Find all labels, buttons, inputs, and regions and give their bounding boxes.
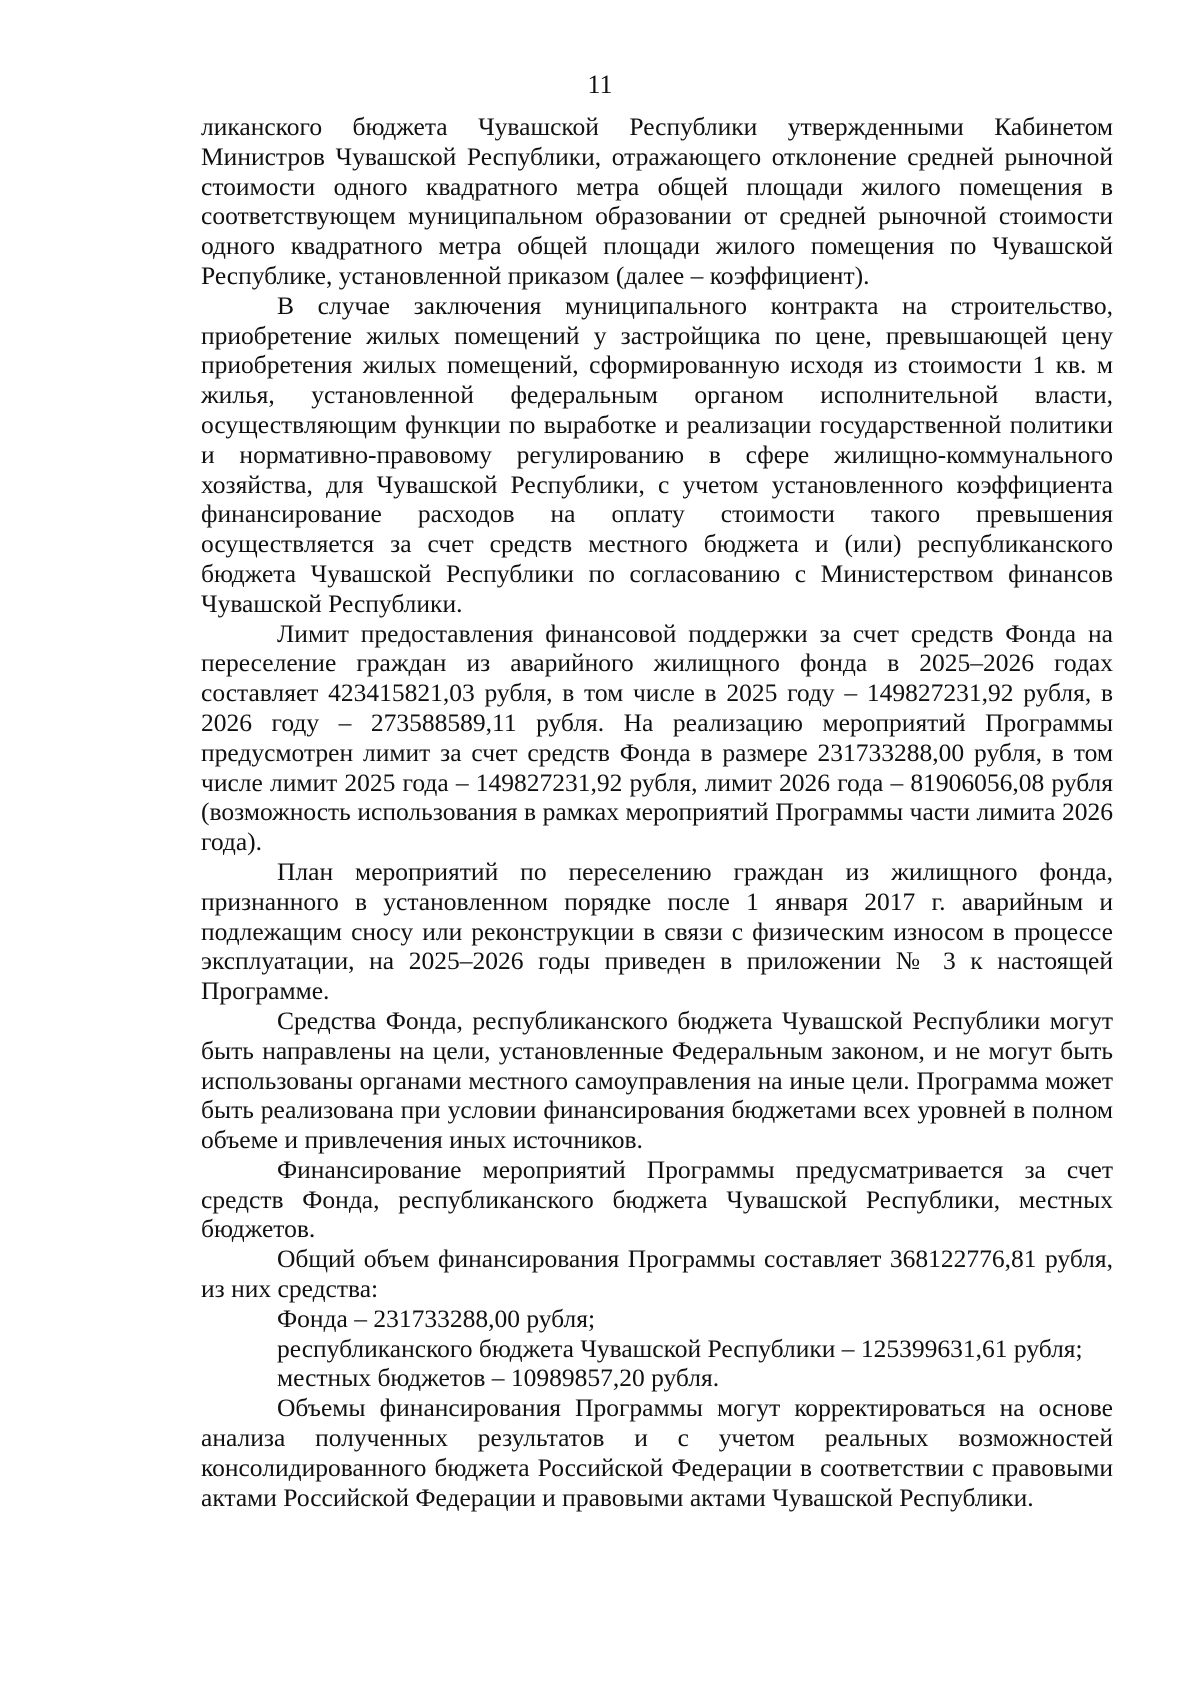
paragraph-financing-sources: Финансирование мероприятий Программы предусматривается за счет средств Фонда, республиканского бюджета Чувашской Республики, местных бюджетов. — [201, 1154, 1113, 1244]
list-item-fund: Фонда – 231733288,00 рубля; — [277, 1303, 596, 1333]
list-item-local-budgets: местных бюджетов – 10989857,20 рубля. — [277, 1363, 720, 1393]
paragraph-fund-usage: Средства Фонда, республиканского бюджета Чувашской Республики могут быть направлены на цели, установленные Федеральным законом, и не могут быть использованы органами местного самоуправления на иные цели. Программа может быть реализована при условии финансирования бюджетами всех уровней в полном объеме и привлечения иных источников. — [201, 1005, 1113, 1155]
paragraph-total-financing: Общий объем финансирования Программы составляет 368122776,81 рубля, из них средства: — [201, 1244, 1113, 1304]
paragraph-financing-adjustment: Объемы финансирования Программы могут корректироваться на основе анализа полученных результатов и с учетом реальных возможностей консолидированного бюджета Российской Федерации в соответствии с правовыми актами Российской Федерации и правовыми актами Чувашской Республики. — [201, 1393, 1113, 1512]
paragraph-contract-excess: В случае заключения муниципального контракта на строительство, приобретение жилых помещений у застройщика по цене, превышающей цену приобретения жилых помещений, сформированную исходя из стоимости 1 кв. м жилья, установленной федеральным органом исполнительной власти, осуществляющим функции по выработке и реализации государственной политики и нормативно-правовому регулированию в сфере жилищно-коммунального хозяйства, для Чувашской Республики, с учетом установленного коэффициента финансирование расходов на оплату стоимости такого превышения осуществляется за счет средств местного бюджета и (или) республиканского бюджета Чувашской Республики по согласованию с Министерством финансов Чувашской Республики. — [201, 290, 1113, 618]
document-body — [201, 112, 1113, 1512]
page-number: 11 — [587, 70, 613, 99]
paragraph-resettlement-plan: План мероприятий по переселению граждан из жилищного фонда, признанного в установленном порядке после 1 января 2017 г. аварийным и подлежащим сносу или реконструкции в связи с физическим износом в процессе эксплуатации, на 2025–2026 годы приведен в приложении № 3 к настоящей Программе. — [201, 856, 1113, 1006]
paragraph-fund-limit: Лимит предоставления финансовой поддержки за счет средств Фонда на переселение граждан из аварийного жилищного фонда в 2025–2026 годах составляет 423415821,03 рубля, в том числе в 2025 году – 149827231,92 рубля, в 2026 году – 273588589,11 рубля. На реализацию мероприятий Программы предусмотрен лимит за счет средств Фонда в размере 231733288,00 рубля, в том числе лимит 2025 года – 149827231,92 рубля, лимит 2026 года – 81906056,08 рубля (возможность использования в рамках мероприятий Программы части лимита 2026 года). — [201, 618, 1113, 857]
list-item-republic-budget: республиканского бюджета Чувашской Республики – 125399631,61 рубля; — [277, 1333, 1083, 1363]
paragraph-continuation: ликанского бюджета Чувашской Республики утвержденными Кабинетом Министров Чувашской Республики, отражающего отклонение средней рыночной стоимости одного квадратного метра общей площади жилого помещения в соответствующем муниципальном образовании от средней рыночной стоимости одного квадратного метра общей площади жилого помещения по Чувашской Республике, установленной приказом (далее – коэффициент). — [201, 112, 1113, 290]
